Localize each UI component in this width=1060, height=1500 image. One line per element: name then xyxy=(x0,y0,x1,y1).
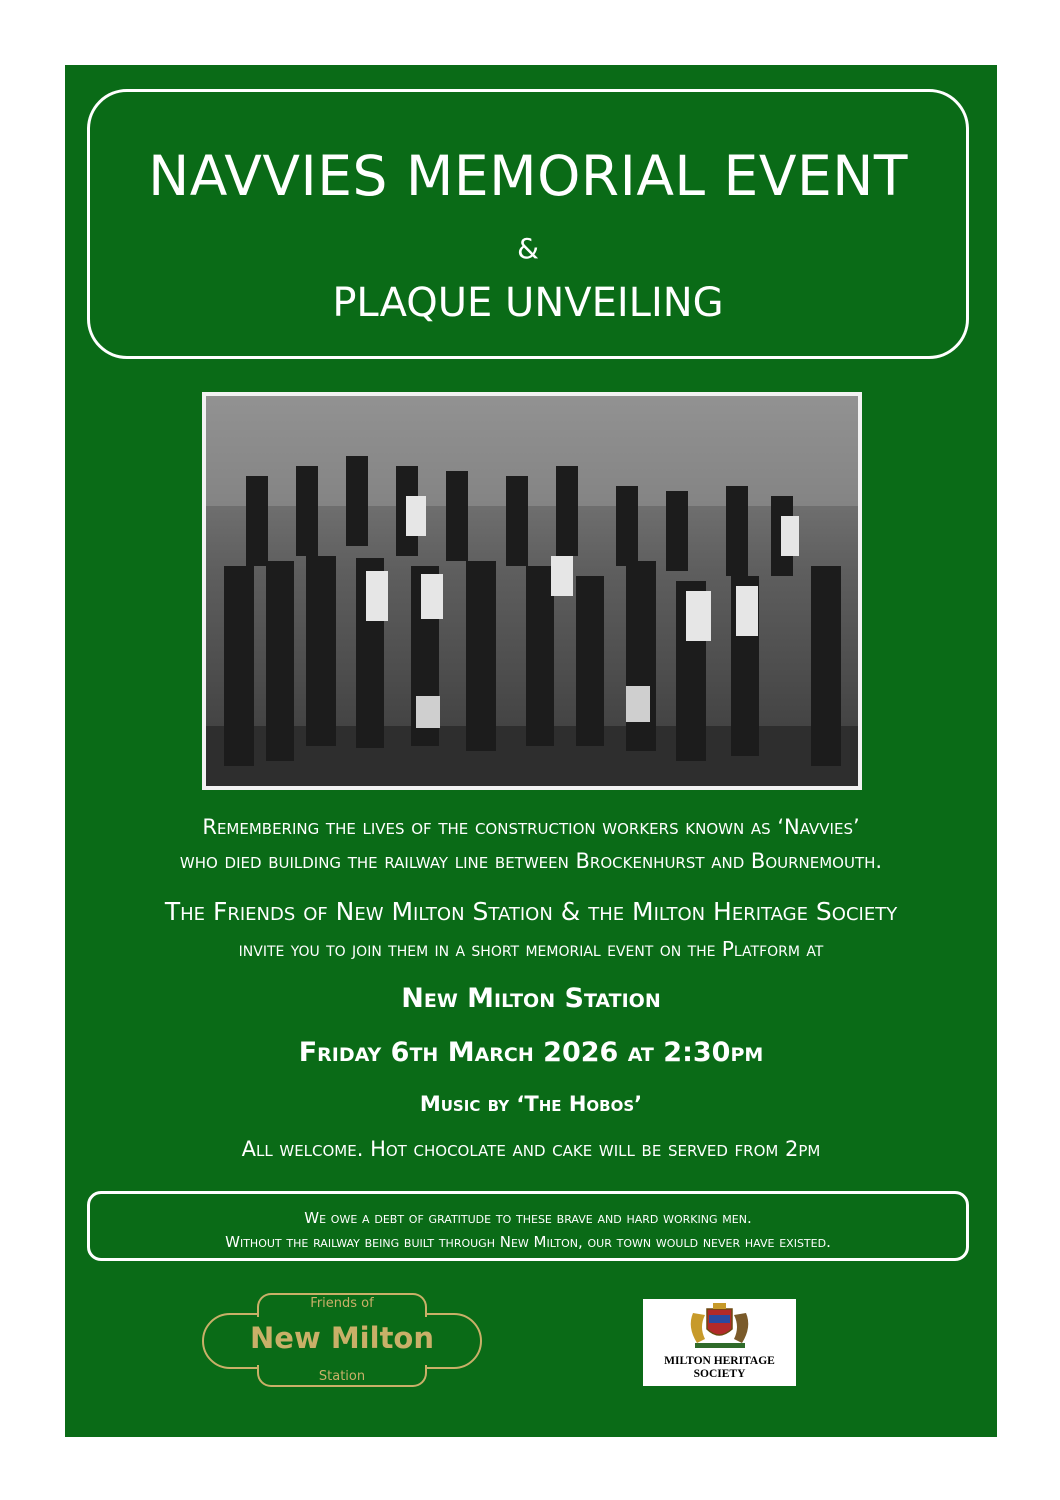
organisers-line: The Friends of New Milton Station & the Milton Heritage Society xyxy=(164,897,898,926)
title-box xyxy=(87,89,969,359)
logo-new-milton: New Milton xyxy=(250,1321,434,1355)
coat-of-arms-icon xyxy=(643,1299,796,1355)
title-ampersand: & xyxy=(517,232,539,265)
gratitude-line-2: Without the railway being built through New Milton, our town would never have existed. xyxy=(225,1233,831,1251)
event-title: NAVVIES MEMORIAL EVENT xyxy=(148,144,908,208)
milton-heritage-society-logo xyxy=(643,1299,796,1386)
welcome-line: All welcome. Hot chocolate and cake will be served from 2pm xyxy=(241,1137,821,1161)
gratitude-line-1: We owe a debt of gratitude to these brave and hard working men. xyxy=(304,1209,752,1227)
gratitude-box xyxy=(87,1191,969,1261)
venue: New Milton Station xyxy=(401,983,661,1014)
event-subtitle: PLAQUE UNVEILING xyxy=(332,280,724,326)
music-line: Music by ‘The Hobos’ xyxy=(419,1092,643,1116)
remembering-line: Remembering the lives of the construction workers known as ‘Navvies’ xyxy=(202,815,860,839)
navvies-group-photo-icon xyxy=(206,396,858,786)
remembering-line-2: who died building the railway line between Brockenhurst and Bournemouth. xyxy=(179,849,883,873)
logo-friends-of: Friends of xyxy=(310,1296,374,1311)
heritage-society-name: MILTON HERITAGE SOCIETY xyxy=(664,1355,775,1380)
navvies-photo xyxy=(202,392,862,790)
friends-of-new-milton-logo xyxy=(202,1293,484,1389)
event-datetime: Friday 6th March 2026 at 2:30pm xyxy=(298,1037,764,1068)
invitation-line: invite you to join them in a short memorial event on the Platform at xyxy=(238,937,824,961)
poster xyxy=(65,65,997,1437)
logo-station: Station xyxy=(318,1369,366,1384)
